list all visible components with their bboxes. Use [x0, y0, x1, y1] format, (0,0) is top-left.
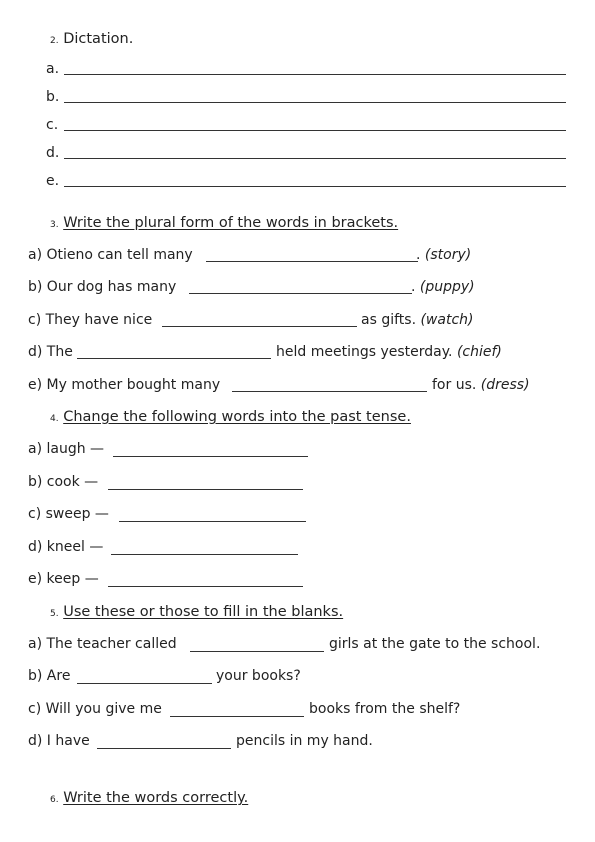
plural-item-d-end: [276, 344, 502, 360]
past-tense-blank-c[interactable]: [119, 521, 306, 522]
question-title: Use these or those to fill in the blanks.: [63, 604, 344, 620]
past-tense-item-b: b) cook —: [28, 474, 99, 490]
item-text: a) Otieno can tell many: [28, 247, 193, 263]
these-those-item-d-end: pencils in my hand.: [236, 733, 373, 749]
dictation-line-e[interactable]: [64, 186, 566, 187]
plural-item-a-end: [416, 247, 471, 263]
plural-blank-b[interactable]: [189, 293, 412, 294]
plural-blank-c[interactable]: [162, 326, 357, 327]
item-text: b) Our dog has many: [28, 279, 177, 295]
past-tense-item-a: a) laugh —: [28, 441, 105, 457]
bracket-word: (puppy): [419, 279, 475, 295]
these-those-blank-b[interactable]: [77, 683, 212, 684]
these-those-blank-d[interactable]: [97, 748, 231, 749]
plural-item-c: [28, 312, 152, 328]
past-tense-item-e: e) keep —: [28, 571, 99, 587]
plural-item-d: [28, 344, 73, 360]
past-tense-item-d: d) kneel —: [28, 539, 104, 555]
dictation-line-a[interactable]: [64, 74, 566, 75]
question-4-heading: [50, 409, 411, 425]
these-those-item-b-end: your books?: [216, 668, 301, 684]
question-number: 4.: [50, 414, 59, 424]
item-text: d) The: [28, 344, 73, 360]
item-text: as gifts.: [361, 312, 417, 328]
plural-blank-a[interactable]: [206, 261, 418, 262]
question-title: Dictation.: [63, 31, 134, 47]
plural-item-c-end: [361, 312, 473, 328]
question-number: 2.: [50, 36, 59, 46]
plural-item-a: [28, 247, 193, 263]
item-text: e) My mother bought many: [28, 377, 221, 393]
these-those-item-d: d) I have: [28, 733, 90, 749]
bracket-word: (chief): [456, 344, 502, 360]
these-those-item-c-end: books from the shelf?: [309, 701, 461, 717]
bracket-word: (watch): [420, 312, 474, 328]
item-text: .: [416, 247, 421, 263]
dictation-label-c: c.: [46, 117, 59, 133]
question-title: Change the following words into the past tense.: [63, 409, 411, 425]
plural-item-e: [28, 377, 220, 393]
bracket-word: (story): [424, 247, 472, 263]
past-tense-blank-b[interactable]: [108, 489, 303, 490]
item-text: held meetings yesterday.: [276, 344, 453, 360]
dictation-label-b: b.: [46, 89, 60, 105]
these-those-item-b: b) Are: [28, 668, 71, 684]
these-those-blank-a[interactable]: [190, 651, 324, 652]
question-number: 3.: [50, 220, 59, 230]
question-2-heading: [50, 31, 133, 47]
past-tense-blank-d[interactable]: [111, 554, 298, 555]
plural-item-e-end: [432, 377, 530, 393]
these-those-item-a: a) The teacher called: [28, 636, 177, 652]
plural-item-b: [28, 279, 176, 295]
these-those-item-c: c) Will you give me: [28, 701, 162, 717]
dictation-label-a: a.: [46, 61, 60, 77]
question-3-heading: [50, 215, 398, 231]
plural-blank-e[interactable]: [232, 391, 427, 392]
question-title: Write the words correctly.: [63, 790, 249, 806]
item-text: .: [411, 279, 416, 295]
plural-item-b-end: [411, 279, 475, 295]
item-text: for us.: [432, 377, 477, 393]
past-tense-blank-a[interactable]: [113, 456, 308, 457]
question-number: 6.: [50, 795, 59, 805]
dictation-line-b[interactable]: [64, 102, 566, 103]
dictation-line-c[interactable]: [64, 130, 566, 131]
question-6-heading: [50, 790, 248, 806]
dictation-label-d: d.: [46, 145, 60, 161]
past-tense-blank-e[interactable]: [108, 586, 303, 587]
item-text: c) They have nice: [28, 312, 153, 328]
question-5-heading: [50, 604, 343, 620]
past-tense-item-c: c) sweep —: [28, 506, 109, 522]
these-those-blank-c[interactable]: [170, 716, 304, 717]
question-number: 5.: [50, 609, 59, 619]
dictation-label-e: e.: [46, 173, 60, 189]
plural-blank-d[interactable]: [77, 358, 271, 359]
bracket-word: (dress): [480, 377, 530, 393]
question-title: Write the plural form of the words in brackets.: [63, 215, 399, 231]
these-those-item-a-end: girls at the gate to the school.: [329, 636, 541, 652]
dictation-line-d[interactable]: [64, 158, 566, 159]
